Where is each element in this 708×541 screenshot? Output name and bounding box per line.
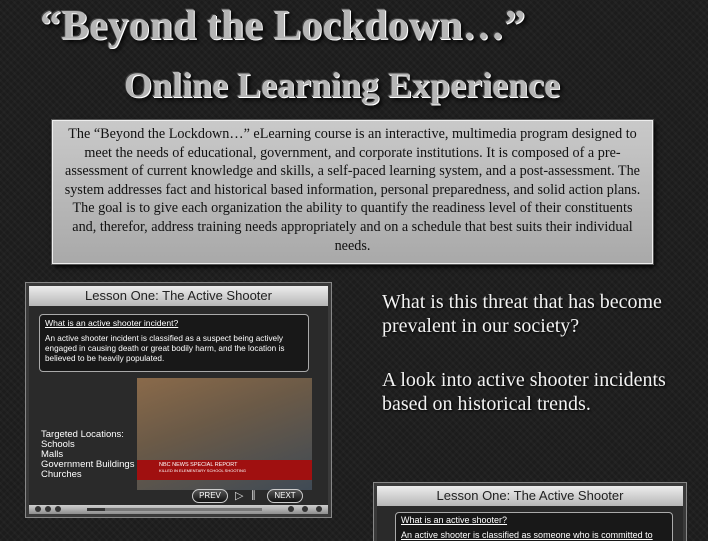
- question-title: What is an active shooter?: [401, 515, 508, 525]
- question-box: [395, 512, 673, 541]
- location-item: Churches: [41, 469, 82, 480]
- volume-icon[interactable]: [288, 506, 294, 512]
- side-text-question: What is this threat that has become prevalent in our society?: [382, 291, 662, 337]
- news-subtitle: KILLED IN ELEMENTARY SCHOOL SHOOTING: [159, 468, 246, 473]
- lesson-body: [29, 306, 328, 514]
- fullscreen-icon[interactable]: [316, 506, 322, 512]
- intro-text: The “Beyond the Lockdown…” eLearning course is an interactive, multimedia program designed to meet the needs of educational, government, and corporate institutions. It is composed of a pre-assessment of current knowledge and skills, a self-paced learning system, and a post-assessment. The system addresses fact and historical based information, personal preparedness, and solid action plans. The goal is to give each organization the ability to quantify the readiness level of their constituents and, therefor, address training needs appropriately and on a schedule that best suits their individual needs.: [64, 126, 641, 254]
- location-item: Schools: [41, 439, 75, 450]
- side-text-answer: A look into active shooter incidents based on historical trends.: [382, 369, 666, 415]
- next-button[interactable]: NEXT: [267, 489, 303, 503]
- targeted-locations: [41, 430, 134, 480]
- play-icon[interactable]: ▷: [235, 490, 244, 502]
- locations-title: Targeted Locations:: [41, 429, 124, 440]
- lesson-screenshot-2: [373, 482, 687, 541]
- question-text: An active shooter incident is classified as a suspect being actively engaged in causing death or great bodily harm, and the location is believed to be heavily populated.: [45, 334, 285, 363]
- back-icon[interactable]: [45, 506, 51, 512]
- prev-button[interactable]: PREV: [192, 489, 228, 503]
- question-title: What is an active shooter incident?: [45, 318, 179, 328]
- progress-fill: [87, 508, 105, 511]
- location-item: Government Buildings: [41, 459, 135, 470]
- location-item: Malls: [41, 449, 64, 460]
- captions-icon[interactable]: [302, 506, 308, 512]
- news-banner: [137, 460, 312, 480]
- progress-bar[interactable]: [29, 505, 328, 514]
- player-controls: [29, 486, 328, 514]
- rewind-icon[interactable]: [35, 506, 41, 512]
- lesson-body: [377, 506, 683, 541]
- question-text: An active shooter is classified as someone who is committed to: [401, 530, 653, 540]
- lesson-header: Lesson One: The Active Shooter: [377, 486, 683, 506]
- lesson-screenshot-1: [25, 282, 332, 518]
- news-video-still: [137, 378, 312, 490]
- play-small-icon[interactable]: [55, 506, 61, 512]
- page-subtitle: Online Learning Experience: [124, 65, 560, 105]
- pause-icon[interactable]: ∥: [251, 490, 256, 501]
- progress-track[interactable]: [87, 508, 262, 511]
- page-title: “Beyond the Lockdown…”: [40, 3, 526, 49]
- intro-text-box: [52, 120, 653, 264]
- news-title: NBC NEWS SPECIAL REPORT: [159, 462, 238, 468]
- lesson-header: Lesson One: The Active Shooter: [29, 286, 328, 306]
- question-box: [39, 314, 309, 372]
